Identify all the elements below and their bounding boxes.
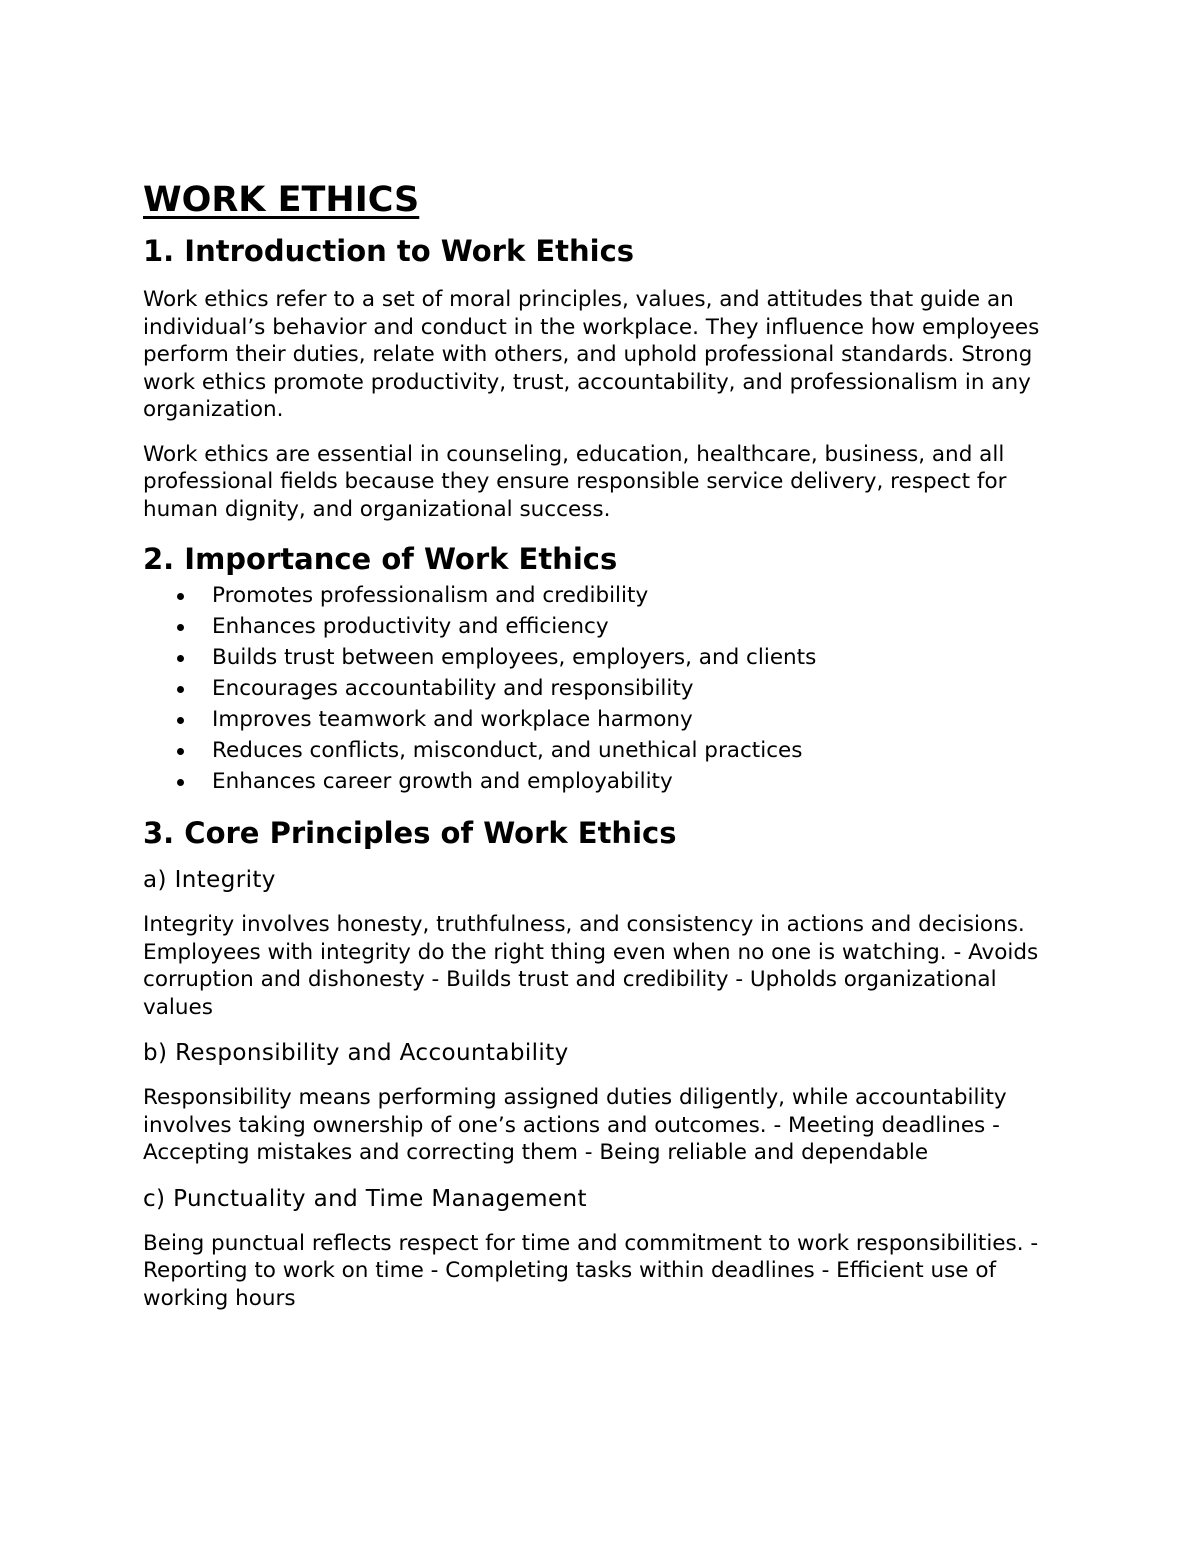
document-title: WORK ETHICS bbox=[143, 180, 420, 220]
list-item bbox=[143, 673, 1063, 704]
intro-paragraph-1: Work ethics refer to a set of moral principles, values, and attitudes that guide an individual’s behavior and conduct in the workplace. They influence how employees perform their duties, relate with others, and uphold professional standards. Strong work ethics promote productivity, trust, accountability, and professionalism in any organization. bbox=[143, 287, 1040, 422]
document-page bbox=[143, 178, 1063, 1312]
importance-list bbox=[143, 580, 1063, 797]
bullet-icon bbox=[177, 717, 184, 724]
bullet-icon bbox=[177, 748, 184, 755]
bullet-icon bbox=[177, 593, 184, 600]
subsection-heading-integrity: a) Integrity bbox=[143, 867, 276, 893]
bullet-icon bbox=[177, 655, 184, 662]
list-item bbox=[143, 642, 1063, 673]
section-heading-importance: 2. Importance of Work Ethics bbox=[143, 542, 618, 576]
list-item bbox=[143, 580, 1063, 611]
list-item-text: Enhances productivity and efficiency bbox=[212, 614, 609, 639]
subsection-heading-punctuality: c) Punctuality and Time Management bbox=[143, 1185, 587, 1212]
bullet-icon bbox=[177, 779, 184, 786]
bullet-icon bbox=[177, 686, 184, 693]
list-item-text: Promotes professionalism and credibility bbox=[212, 583, 649, 608]
intro-paragraph-2: Work ethics are essential in counseling, education, healthcare, business, and all professional fields because they ensure responsible service delivery, respect for human dignity, and organizational success. bbox=[143, 441, 1007, 522]
punctuality-paragraph: Being punctual reflects respect for time and commitment to work responsibilities. - Reporting to work on time - Completing tasks within deadlines - Efficient use of working hours bbox=[143, 1230, 1039, 1311]
list-item-text: Enhances career growth and employability bbox=[212, 769, 673, 794]
list-item bbox=[143, 611, 1063, 642]
list-item-text: Encourages accountability and responsibility bbox=[212, 676, 694, 701]
responsibility-paragraph: Responsibility means performing assigned duties diligently, while accountability involves taking ownership of one’s actions and outcomes. - Meeting deadlines - Accepting mistakes and correcting them - Being reliable and dependable bbox=[143, 1085, 1007, 1165]
list-item bbox=[143, 704, 1063, 735]
section-heading-introduction: 1. Introduction to Work Ethics bbox=[143, 234, 635, 268]
bullet-icon bbox=[177, 624, 184, 631]
list-item-text: Reduces conflicts, misconduct, and unethical practices bbox=[212, 738, 803, 763]
section-heading-core-principles: 3. Core Principles of Work Ethics bbox=[143, 816, 677, 850]
list-item-text: Improves teamwork and workplace harmony bbox=[212, 707, 693, 732]
subsection-heading-responsibility: b) Responsibility and Accountability bbox=[143, 1040, 569, 1066]
integrity-paragraph: Integrity involves honesty, truthfulness, and consistency in actions and decisions. Employees with integrity do the right thing even when no one is watching. - Avoids corruption and dishonesty - Builds trust and credibility - Upholds organizational values bbox=[143, 912, 1039, 1020]
list-item bbox=[143, 735, 1063, 766]
list-item bbox=[143, 766, 1063, 797]
list-item-text: Builds trust between employees, employers, and clients bbox=[212, 645, 817, 670]
